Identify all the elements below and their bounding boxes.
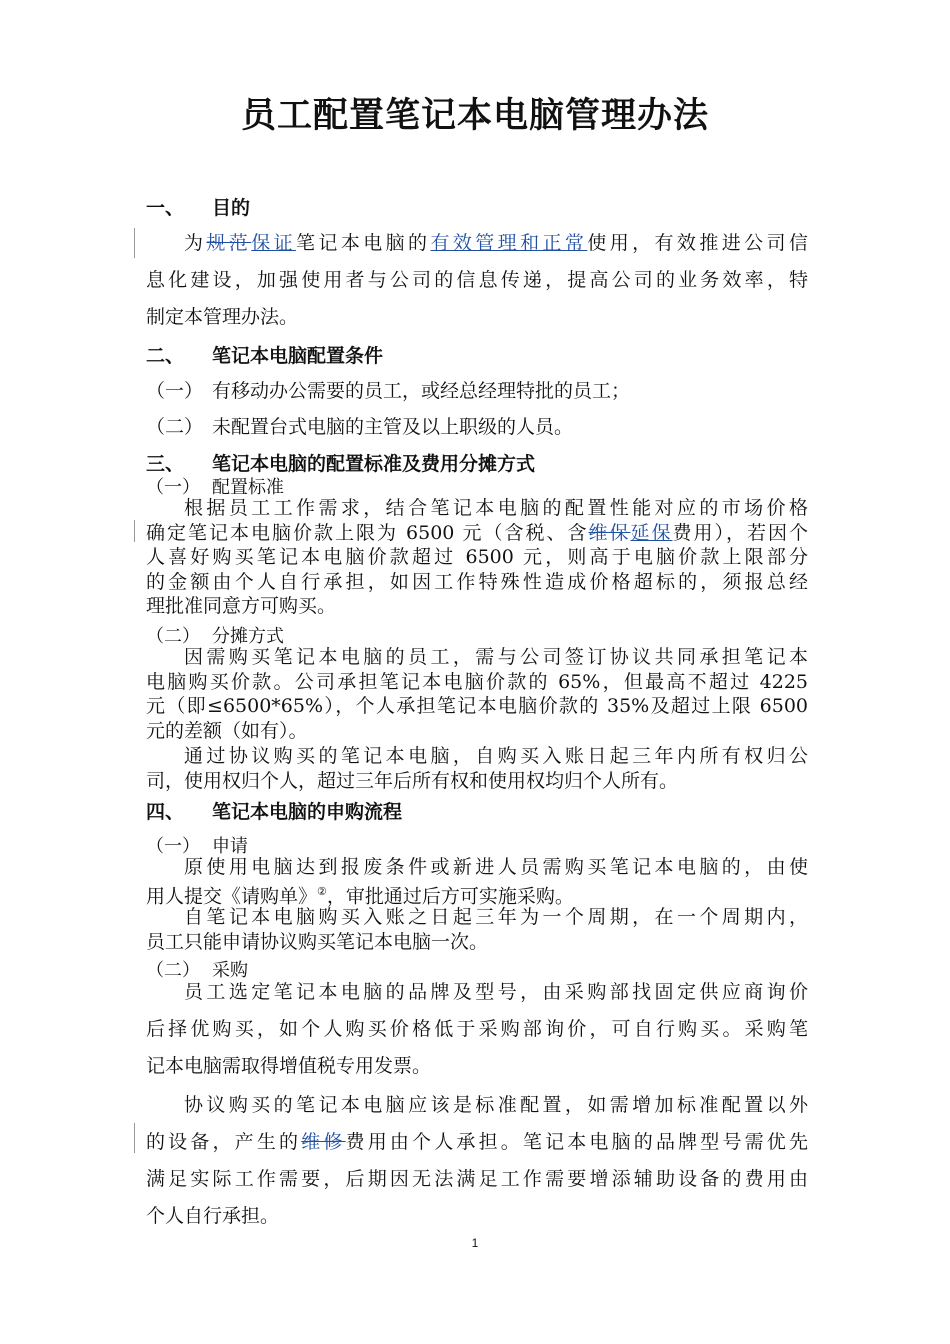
application-cycle-paragraph bbox=[146, 905, 808, 954]
text-line: 为规范保证笔记本电脑的有效管理和正常使用，有效推进公司信 bbox=[184, 232, 808, 254]
section-3-heading bbox=[146, 449, 535, 476]
section-1-heading bbox=[146, 193, 250, 220]
subsection-title: 分摊方式 bbox=[212, 626, 284, 647]
config-standard-paragraph bbox=[146, 496, 808, 619]
revision-bar bbox=[134, 520, 135, 542]
text-line: 满足实际工作需要，后期因无法满足工作需要增添辅助设备的费用由 bbox=[146, 1168, 808, 1190]
text-line: 协议购买的笔记本电脑应该是标准配置，如需增加标准配置以外 bbox=[184, 1094, 808, 1116]
text-line: 因需购买笔记本电脑的员工，需与公司签订协议共同承担笔记本 bbox=[184, 646, 808, 668]
text-line: 息化建设，加强使用者与公司的信息传递，提高公司的业务效率，特 bbox=[146, 269, 808, 291]
text-line: 司，使用权归个人，超过三年后所有权和使用权均归个人所有。 bbox=[146, 769, 679, 792]
list-item bbox=[146, 412, 573, 439]
section-2-heading bbox=[146, 341, 383, 368]
subsection-title: 采购 bbox=[212, 960, 248, 981]
revision-bar bbox=[134, 228, 135, 258]
text-line: 电脑购买价款。公司承担笔记本电脑价款的 65%，但最高不超过 4225 bbox=[146, 670, 808, 693]
list-item bbox=[146, 376, 630, 403]
document-title: 员工配置笔记本电脑管理办法 bbox=[240, 96, 709, 136]
text-line: 理批准同意方可购买。 bbox=[146, 595, 337, 617]
inserted-text: 保证 bbox=[251, 232, 297, 254]
text-line: 原使用电脑达到报废条件或新进人员需购买笔记本电脑的，由使 bbox=[184, 856, 808, 878]
text-line: 通过协议购买的笔记本电脑，自购买入账日起三年内所有权归公 bbox=[184, 745, 808, 767]
item-number: （一） bbox=[146, 477, 200, 498]
text-line: 员工只能申请协议购买笔记本电脑一次。 bbox=[146, 930, 489, 953]
item-number: （二） bbox=[146, 960, 200, 981]
deleted-text: 维修 bbox=[301, 1131, 346, 1153]
item-number: （一） bbox=[146, 380, 204, 402]
deleted-text: 维保 bbox=[588, 521, 631, 544]
text-line: 员工选定笔记本电脑的品牌及型号，由采购部找固定供应商询价 bbox=[184, 981, 808, 1003]
text-line: 的金额由个人自行承担，如因工作特殊性造成价格超标的，须报总经 bbox=[146, 570, 808, 593]
text-line: 的设备，产生的维修费用由个人承担。笔记本电脑的品牌型号需优先 bbox=[146, 1131, 808, 1153]
inserted-text: 有效管理和正常 bbox=[430, 232, 588, 254]
procurement-paragraph bbox=[146, 974, 808, 1085]
section-title: 笔记本电脑的申购流程 bbox=[212, 801, 403, 823]
item-text: 有移动办公需要的员工，或经总经理特批的员工； bbox=[212, 380, 631, 402]
section-4-heading bbox=[146, 797, 402, 824]
subsection-title: 配置标准 bbox=[212, 477, 284, 498]
section-number: 一、 bbox=[146, 197, 185, 219]
text-line: 元（即≤6500*65%），个人承担笔记本电脑价款的 35%及超过上限 6500 bbox=[146, 695, 808, 717]
section-title: 目的 bbox=[212, 197, 251, 219]
text-line: 记本电脑需取得增值税专用发票。 bbox=[146, 1055, 432, 1077]
deleted-text: 规范 bbox=[206, 232, 252, 254]
section-number: 四、 bbox=[146, 801, 185, 823]
subsection-title: 申请 bbox=[212, 836, 248, 857]
text-line: 根据员工工作需求，结合笔记本电脑的配置性能对应的市场价格 bbox=[184, 497, 808, 519]
text-line: 确定笔记本电脑价款上限为 6500 元（含税、含维保延保费用），若因个 bbox=[146, 521, 808, 544]
standard-config-paragraph bbox=[146, 1087, 808, 1235]
text-line: 后择优购买，如个人购买价格低于采购部询价，可自行购买。采购笔 bbox=[146, 1018, 808, 1040]
section-1-paragraph bbox=[146, 225, 808, 336]
section-title: 笔记本电脑配置条件 bbox=[212, 345, 384, 367]
page-number: 1 bbox=[471, 1236, 479, 1250]
text-line: 制定本管理办法。 bbox=[146, 306, 299, 328]
item-number: （一） bbox=[146, 836, 200, 857]
section-number: 三、 bbox=[146, 453, 185, 475]
item-text: 未配置台式电脑的主管及以上职级的人员。 bbox=[212, 416, 574, 438]
text-line: 个人自行承担。 bbox=[146, 1205, 280, 1227]
section-number: 二、 bbox=[146, 345, 185, 367]
cost-sharing-paragraph bbox=[146, 645, 808, 743]
text-line: 人喜好购买笔记本电脑价款超过 6500 元，则高于电脑价款上限部分 bbox=[146, 546, 808, 568]
footnote-marker: ② bbox=[317, 884, 327, 898]
text-line: 元的差额（如有）。 bbox=[146, 719, 308, 742]
application-paragraph bbox=[146, 855, 808, 907]
ownership-paragraph bbox=[146, 744, 808, 793]
revision-bar bbox=[134, 1123, 135, 1153]
item-number: （二） bbox=[146, 626, 200, 647]
item-number: （二） bbox=[146, 416, 204, 438]
section-title: 笔记本电脑的配置标准及费用分摊方式 bbox=[212, 453, 536, 475]
text-line: 自笔记本电脑购买入账之日起三年为一个周期，在一个周期内， bbox=[184, 906, 808, 928]
inserted-text: 延保 bbox=[630, 521, 673, 544]
text-line: 用人提交《请购单》②，审批通过后方可实施采购。 bbox=[146, 884, 574, 907]
